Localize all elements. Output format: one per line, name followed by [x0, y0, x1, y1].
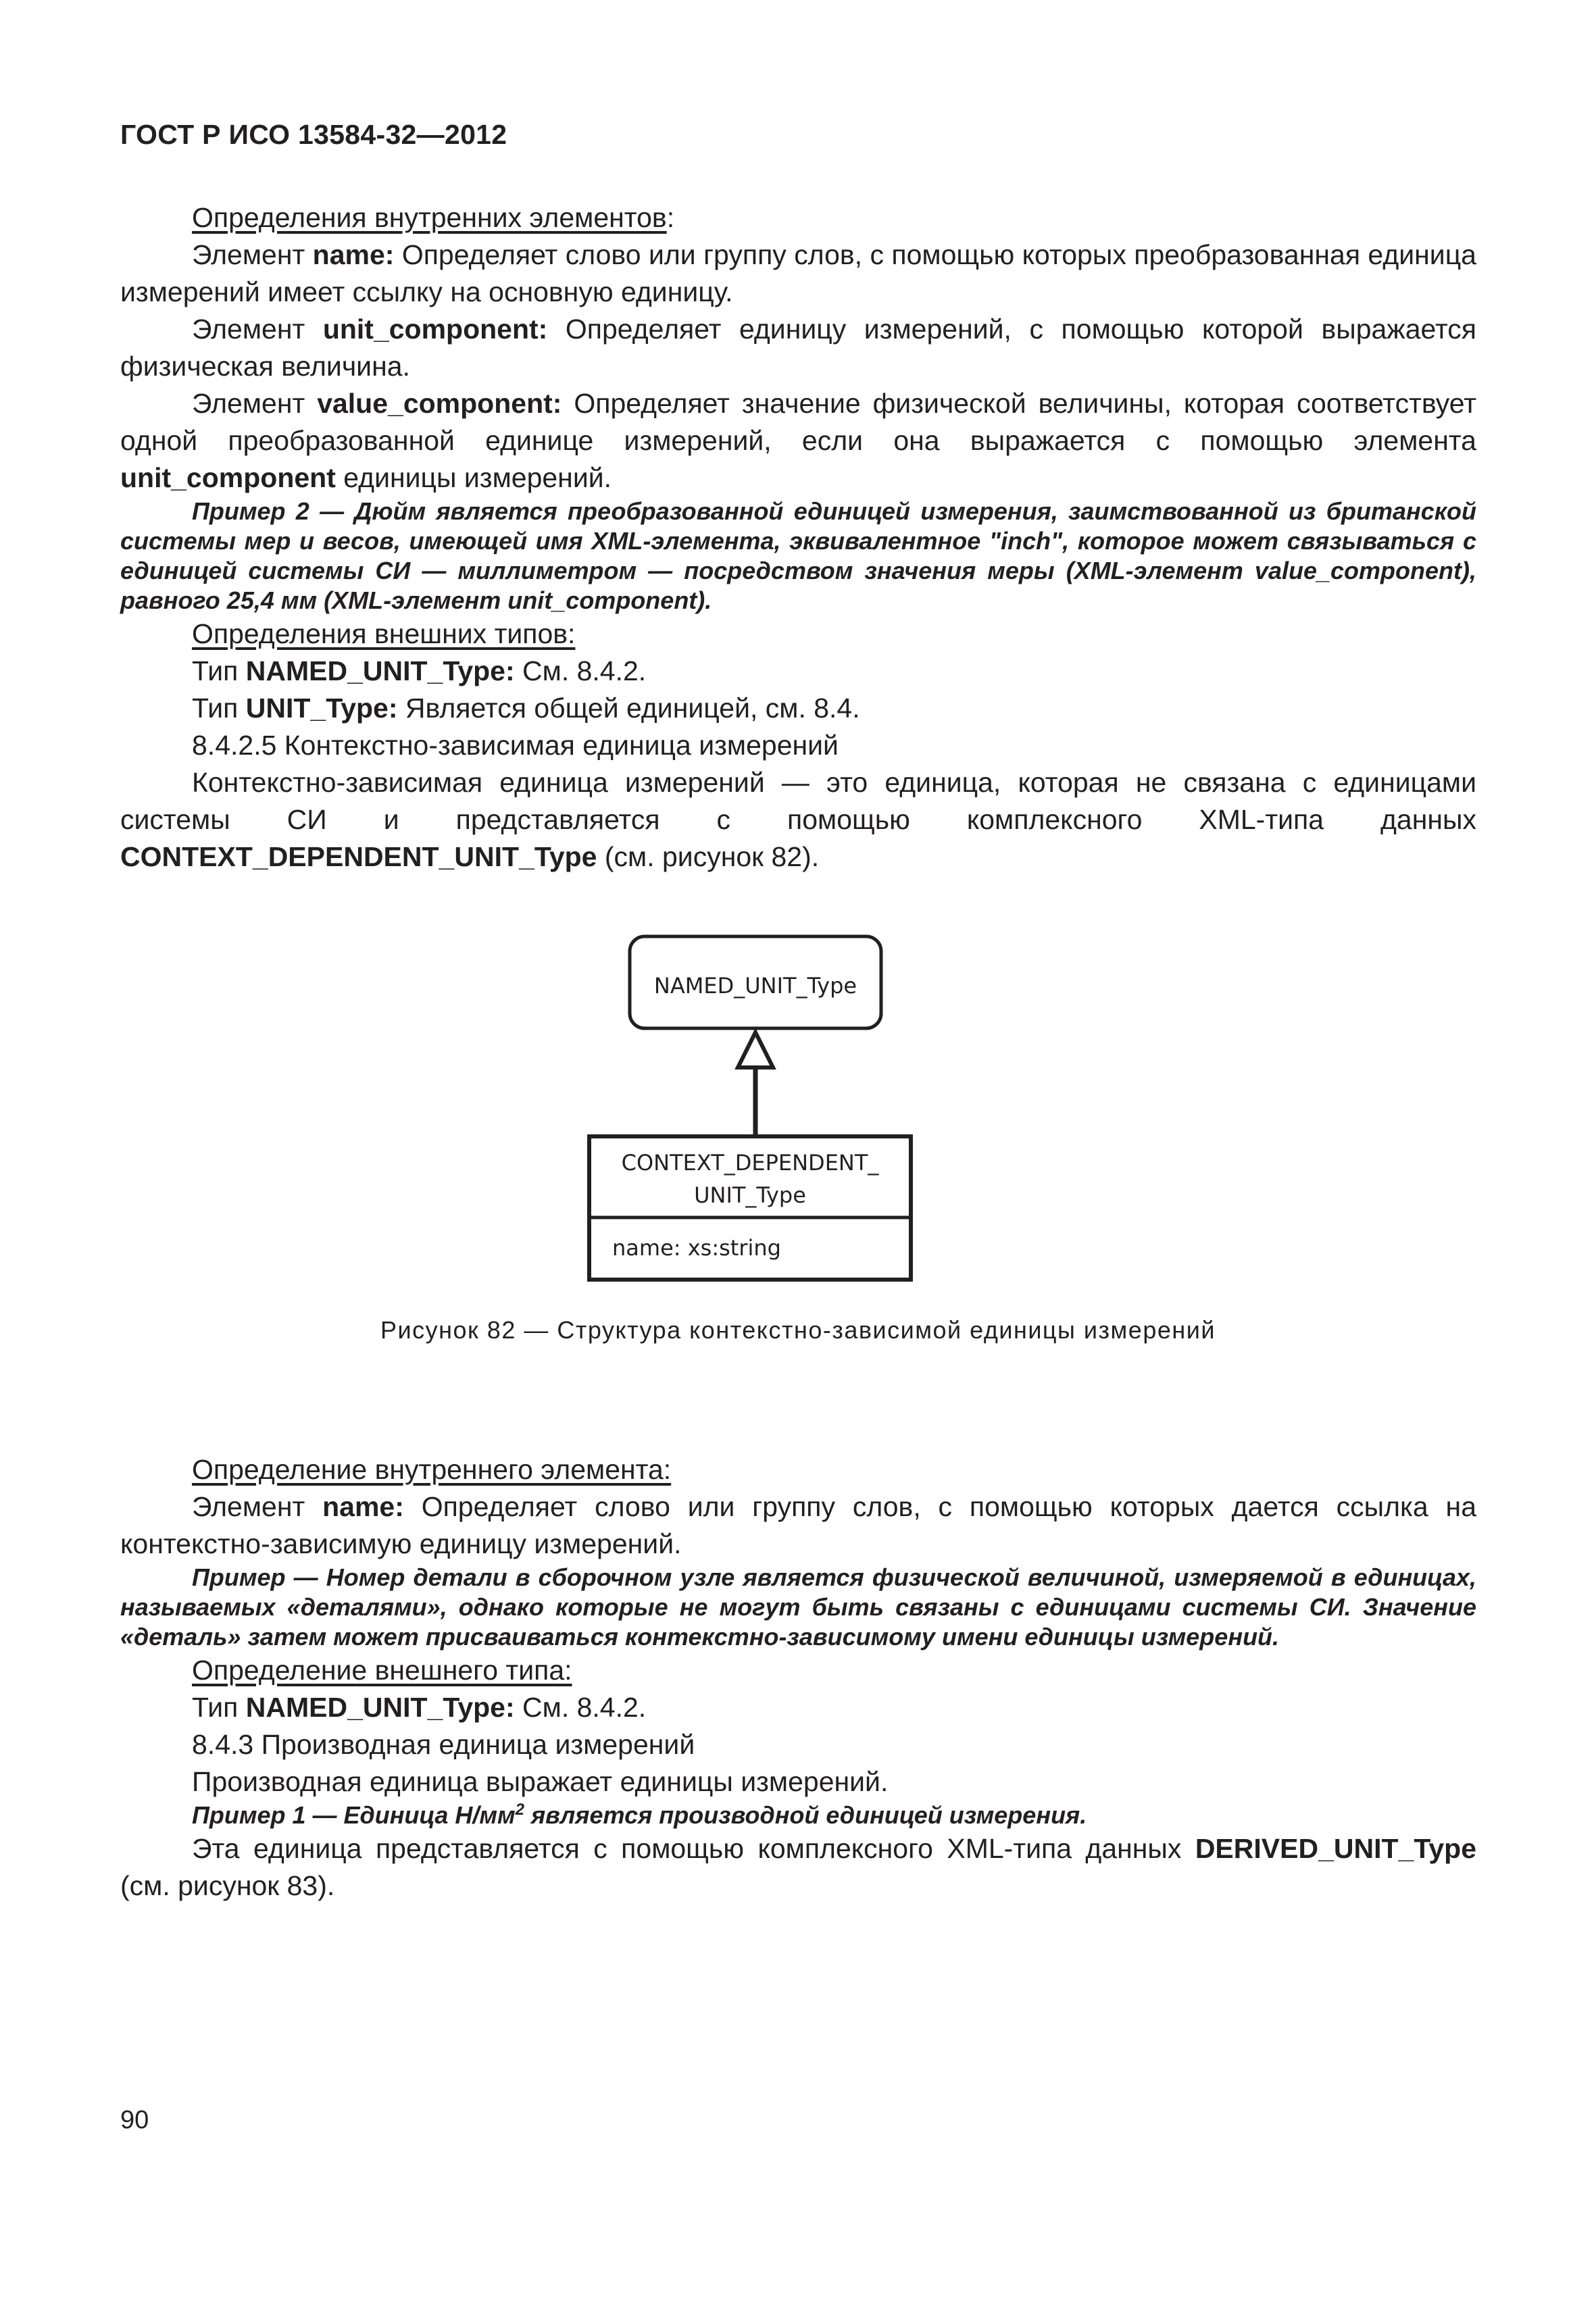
inheritance-arrow-icon [738, 1032, 773, 1067]
element-definition-name: Элемент name: Определяет слово или группу слов, с помощью которых преобразованная единица измерений имеет ссылку на основную единицу. [120, 239, 1476, 307]
example-note-derived: Пример 1 — Единица $Н/мм^2$ является производной единицей измерения. [192, 1801, 1087, 1829]
section-heading-internal-element: Определение внутреннего элемента: [192, 1454, 672, 1485]
section-heading-external-types: Определения внешних типов: [192, 618, 576, 649]
derived-unit-definition: Производная единица выражает единицы измерений. [192, 1766, 889, 1797]
type-definition-named-unit: Тип NAMED_UNIT_Type: См. 8.4.2. [192, 655, 647, 686]
paragraph-context-dependent: Контекстно-зависимая единица измерений — это единица, которая не связана с единицами системы СИ и представляется с помощью комплексного XML-типа данных CONTEXT_DEPENDENT_UNIT_Type (см. рисунок 82). [120, 767, 1476, 872]
child-class-attribute: name: xs:string [612, 1235, 781, 1261]
standard-header: ГОСТ Р ИСО 13584-32—2012 [120, 119, 507, 150]
uml-diagram [0, 932, 1596, 1365]
page-number: 90 [120, 2106, 149, 2134]
element-definition-unit-component: Элемент unit_component: Определяет единицу измерений, с помощью которой выражается физическая величина. [120, 313, 1476, 382]
child-class-label-line2: UNIT_Type [694, 1182, 806, 1208]
section-internal-elements [120, 199, 1476, 876]
section-heading-external-type: Определение внешнего типа: [192, 1655, 572, 1686]
subsection-title-derived: 8.4.3 Производная единица измерений [192, 1729, 695, 1760]
example-note: Пример 2 — Дюйм является преобразованной единицей измерения, заимствованной из британской системы мер и весов, имеющей имя XML-элемента, эквивалентное "inch", которое может связываться с единицей системы СИ — миллиметром — посредством значения меры (XML-элемент value_component), равного 25,4 мм (XML-элемент unit_component). [120, 497, 1476, 614]
element-definition-value-component: Элемент value_component: Определяет значение физической величины, которая соответствует одной преобразованной единице измерений, если она выражается с помощью элемента unit_component единицы измерений. [120, 388, 1476, 493]
section-heading: Определения внутренних элементов: [192, 202, 675, 233]
paragraph-derived-unit: Эта единица представляется с помощью комплексного XML-типа данных DERIVED_UNIT_Type (см. рисунок 83). [120, 1833, 1476, 1901]
subsection-title: 8.4.2.5 Контекстно-зависимая единица измерений [192, 730, 839, 761]
element-definition-context-name: Элемент name: Определяет слово или группу слов, с помощью которых дается ссылка на контекстно-зависимую единицу измерений. [120, 1491, 1476, 1559]
type-definition-named-unit-2: Тип NAMED_UNIT_Type: См. 8.4.2. [192, 1692, 647, 1723]
type-definition-unit: Тип UNIT_Type: Является общей единицей, см. 8.4. [192, 693, 860, 724]
child-class-label-line1: CONTEXT_DEPENDENT_ [621, 1150, 879, 1176]
figure-caption: Рисунок 82 — Структура контекстно-зависимой единицы измерений [380, 1316, 1216, 1344]
parent-class-label: NAMED_UNIT_Type [653, 973, 857, 999]
example-note-detail: Пример — Номер детали в сборочном узле является физической величиной, измеряемой в единицах, называемых «деталями», однако которые не могут быть связаны с единицами системы СИ. Значение «деталь» затем может присваиваться контекстно-зависимому имени единицы измерений. [120, 1563, 1476, 1651]
section-internal-element [120, 1451, 1476, 1905]
